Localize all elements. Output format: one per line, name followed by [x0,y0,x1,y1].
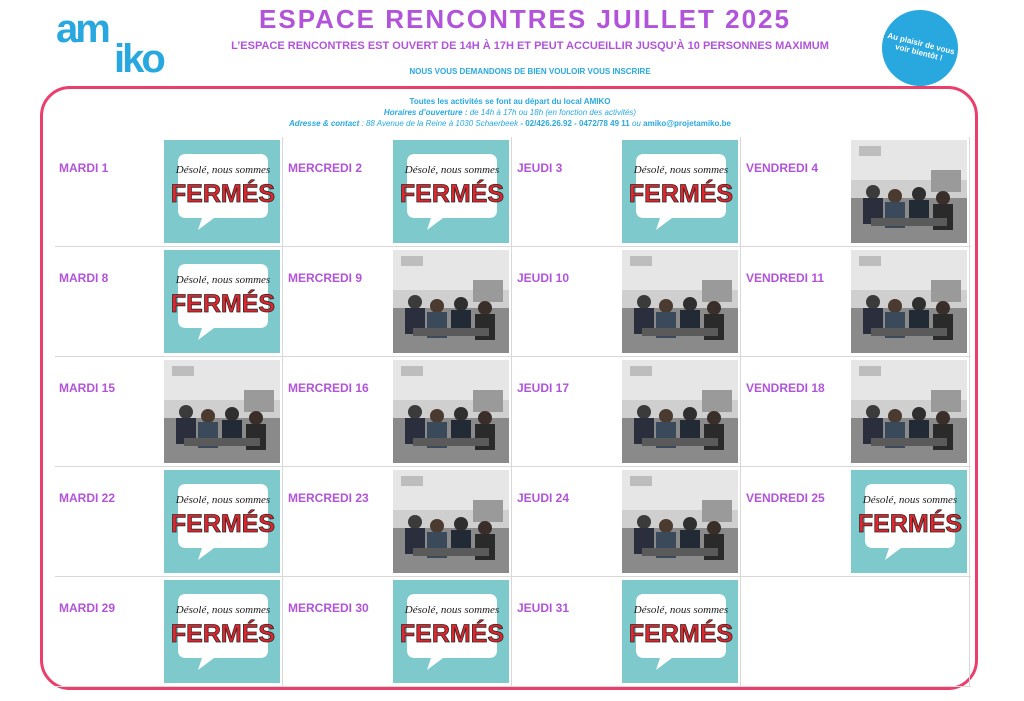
calendar-day-cell [55,137,283,246]
day-label: JEUDI 17 [517,381,570,395]
calendar-day-cell [55,247,283,356]
closed-sign-main: FERMÉS [170,290,276,318]
signup-notice: NOUS VOUS DEMANDONS DE BIEN VOULOIR VOUS INSCRIRE [409,67,651,76]
closed-sign-image [622,140,738,243]
opening-info: L’ESPACE RENCONTRES EST OUVERT DE 14H À 17H ET PEUT ACCUEILLIR JUSQU’À 10 PERSONNES MAXIMUM [231,40,829,52]
group-photo-image [622,470,738,573]
group-photo-image [393,250,509,353]
group-photo-image [622,250,738,353]
group-photo-image [851,250,967,353]
hours-value: de 14h à 17h ou 18h (en fonction des activités) [469,108,637,117]
calendar-day-cell [513,137,741,246]
closed-sign-image [851,470,967,573]
closed-sign-image [393,580,509,683]
calendar-week-row [55,357,971,467]
day-label: VENDREDI 11 [746,271,825,285]
closed-sign-top: Désolé, nous sommes [404,604,500,616]
day-label: MARDI 29 [59,601,116,615]
greeting-badge: Au plaisir de vous voir bientôt ! [874,2,966,94]
email-link[interactable]: amiko@projetamiko.be [643,119,731,128]
calendar-day-cell [284,467,512,576]
day-label: MARDI 1 [59,161,109,175]
calendar-grid [55,137,971,686]
calendar-week-row [55,577,971,687]
calendar-day-cell [513,247,741,356]
closed-sign-main: FERMÉS [628,620,734,648]
svg-text:iko: iko [114,37,163,78]
calendar-week-row [55,467,971,577]
day-label: MERCREDI 30 [288,601,369,615]
calendar-week-row [55,137,971,247]
calendar-day-cell [284,577,512,686]
day-label: JEUDI 10 [517,271,570,285]
closed-sign-top: Désolé, nous sommes [175,164,271,176]
closed-sign-main: FERMÉS [399,180,505,208]
calendar-day-cell [284,357,512,466]
calendar-day-cell [742,137,970,246]
closed-sign-main: FERMÉS [857,510,963,538]
day-label: VENDREDI 25 [746,491,825,505]
info-block [100,96,920,129]
day-label: MERCREDI 23 [288,491,369,505]
address: : 88 Avenue de la Reine à 1030 Schaerbeek [361,119,519,128]
day-label: VENDREDI 4 [746,161,819,175]
contact-label: Adresse & contact [289,119,360,128]
closed-sign-top: Désolé, nous sommes [633,164,729,176]
info-line-1: Toutes les activités se font au départ du local AMIKO [409,97,611,106]
calendar-day-cell [55,467,283,576]
closed-sign-image [164,580,280,683]
phones: - 02/426.26.92 - 0472/78 49 11 [520,119,630,128]
calendar-week-row [55,247,971,357]
page-title: ESPACE RENCONTRES JUILLET 2025 [259,4,791,34]
group-photo-image [164,360,280,463]
closed-sign-image [393,140,509,243]
hours-label: Horaires d’ouverture : [383,108,468,117]
calendar-day-cell [55,357,283,466]
closed-sign-main: FERMÉS [399,620,505,648]
closed-sign-top: Désolé, nous sommes [862,494,958,506]
closed-sign-image [164,140,280,243]
group-photo-image [393,360,509,463]
calendar-day-cell [284,247,512,356]
closed-sign-top: Désolé, nous sommes [175,274,271,286]
closed-sign-main: FERMÉS [170,180,276,208]
calendar-day-cell [742,247,970,356]
day-label: MERCREDI 16 [288,381,369,395]
group-photo-image [851,140,967,243]
calendar-day-cell [513,467,741,576]
group-photo-image [851,360,967,463]
closed-sign-image [164,250,280,353]
day-label: MARDI 22 [59,491,116,505]
calendar-day-cell [742,577,970,686]
day-label: MARDI 15 [59,381,116,395]
day-label: JEUDI 31 [517,601,570,615]
closed-sign-main: FERMÉS [170,510,276,538]
closed-sign-main: FERMÉS [170,620,276,648]
calendar-day-cell [742,467,970,576]
calendar-day-cell [284,137,512,246]
closed-sign-top: Désolé, nous sommes [175,604,271,616]
closed-sign-image [622,580,738,683]
calendar-day-cell [513,357,741,466]
closed-sign-top: Désolé, nous sommes [404,164,500,176]
closed-sign-top: Désolé, nous sommes [175,494,271,506]
or-text: ou [631,119,641,128]
group-photo-image [393,470,509,573]
group-photo-image [622,360,738,463]
calendar-day-cell [55,577,283,686]
amiko-logo [52,6,182,78]
day-label: MERCREDI 9 [288,271,363,285]
day-label: MARDI 8 [59,271,109,285]
svg-text:am: am [56,7,108,51]
closed-sign-main: FERMÉS [628,180,734,208]
day-label: JEUDI 3 [517,161,563,175]
closed-sign-image [164,470,280,573]
day-label: MERCREDI 2 [288,161,363,175]
closed-sign-top: Désolé, nous sommes [633,604,729,616]
calendar-day-cell [513,577,741,686]
calendar-day-cell [742,357,970,466]
day-label: VENDREDI 18 [746,381,825,395]
day-label: JEUDI 24 [517,491,570,505]
